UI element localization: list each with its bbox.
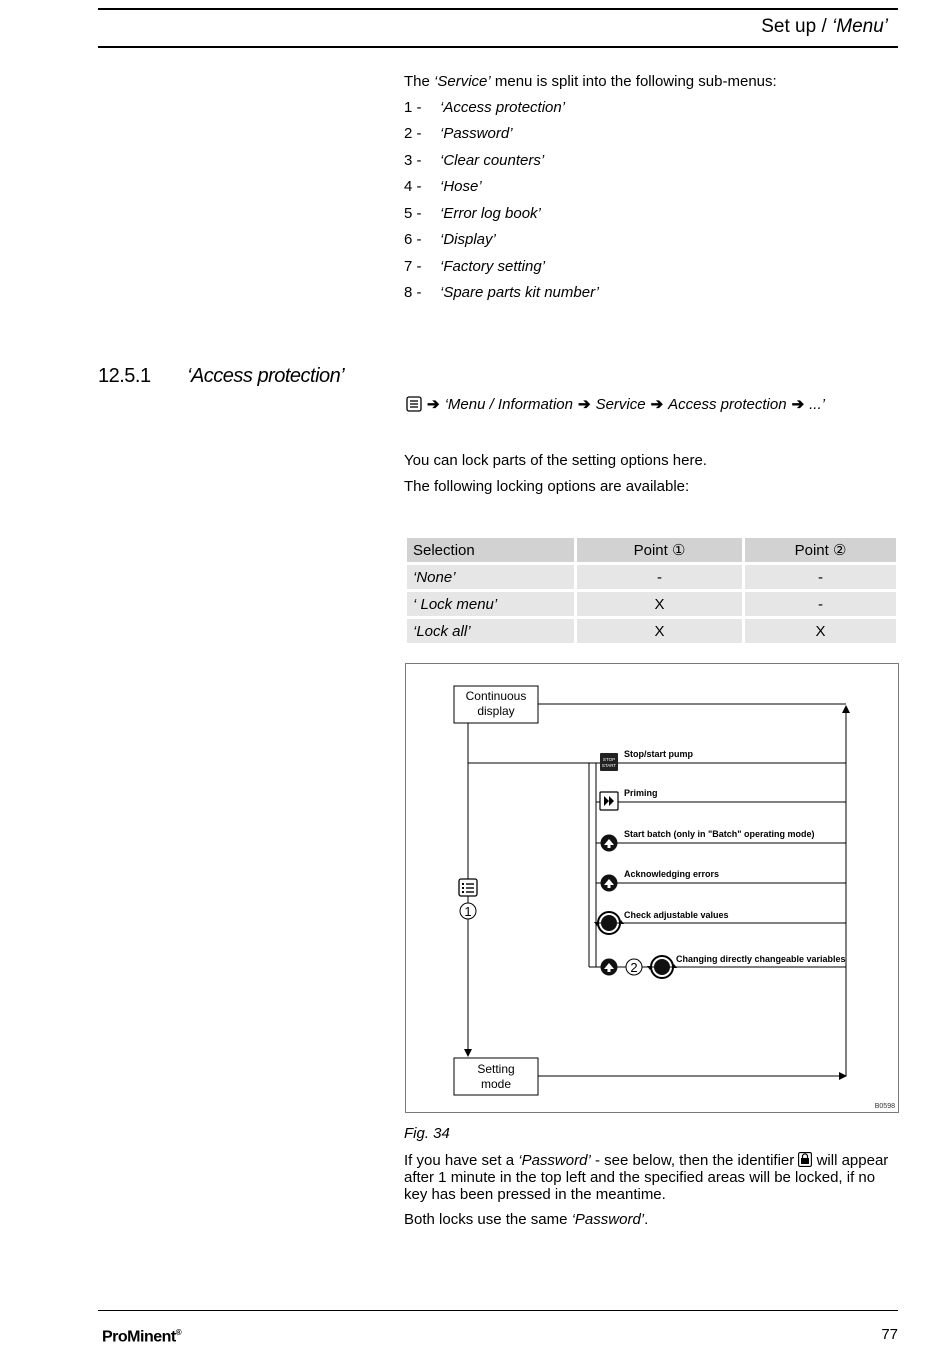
point-2-marker	[626, 959, 642, 975]
intro-text: The ‘Service’ menu is split into the following sub-menus:	[404, 73, 777, 90]
figure-34	[405, 663, 899, 1113]
table-header-row	[407, 538, 896, 562]
section-number: 12.5.1	[98, 365, 151, 387]
table-cell: ‘Lock all’	[407, 619, 574, 643]
up-arrow-button-icon	[601, 959, 618, 976]
menu-path-item: ...’	[809, 395, 825, 413]
list-item: 8 - ‘Spare parts kit number’	[404, 284, 599, 301]
option-label: Stop/start pump	[624, 749, 693, 759]
list-item: 2 - ‘Password’	[404, 125, 513, 142]
table-row	[407, 619, 896, 643]
rotary-knob-icon	[594, 912, 624, 934]
svg-text:1: 1	[464, 904, 472, 919]
priming-icon	[600, 792, 618, 810]
header-rule	[98, 46, 898, 48]
option-label: Acknowledging errors	[624, 869, 720, 879]
table-cell: X	[577, 592, 742, 616]
option-label: Changing directly changeable variables	[676, 954, 846, 964]
menu-list-icon	[406, 396, 422, 412]
rotary-knob-icon	[647, 956, 677, 978]
menu-path-item: ‘Menu / Information	[444, 395, 573, 413]
continuous-display-label: Continuous	[465, 689, 527, 703]
list-item: 6 - ‘Display’	[404, 231, 496, 248]
up-arrow-button-icon	[601, 835, 618, 852]
table-cell: ‘None’	[407, 565, 574, 589]
table-row	[407, 565, 896, 589]
table-row	[407, 592, 896, 616]
table-cell: -	[745, 592, 896, 616]
list-item: 3 - ‘Clear counters’	[404, 152, 545, 169]
text-locking-options: The following locking options are available:	[404, 478, 690, 495]
table-header-cell: Point ①	[577, 538, 742, 562]
section-title: ‘Access protection’	[187, 365, 345, 387]
prominent-logo: ProMinent®	[102, 1328, 182, 1346]
access-protection-diagram	[406, 664, 898, 1112]
footer-rule	[98, 1310, 898, 1311]
stop-start-icon	[600, 753, 618, 771]
locking-options-table	[404, 535, 899, 646]
option-label: Priming	[624, 788, 658, 798]
figure-caption: Fig. 34	[404, 1125, 450, 1142]
table-cell: -	[745, 565, 896, 589]
menu-path	[406, 395, 825, 413]
list-item: 4 - ‘Hose’	[404, 178, 482, 195]
menu-list-icon	[459, 879, 477, 896]
table-cell: X	[745, 619, 896, 643]
page-header-title: Set up / ‘Menu’	[761, 16, 888, 37]
svg-text:STOP: STOP	[602, 757, 616, 762]
paragraph-both-locks: Both locks use the same ‘Password’.	[404, 1211, 649, 1228]
page-number: 77	[881, 1326, 898, 1343]
table-cell: X	[577, 619, 742, 643]
table-cell: -	[577, 565, 742, 589]
option-label: Start batch (only in "Batch" operating mode)	[624, 829, 815, 839]
svg-text:2: 2	[630, 960, 638, 975]
point-1-marker	[460, 903, 476, 919]
table-cell: ‘ Lock menu’	[407, 592, 574, 616]
arrow-icon: ➔	[427, 396, 440, 413]
arrow-icon: ➔	[650, 396, 664, 413]
list-item: 7 - ‘Factory setting’	[404, 258, 546, 275]
lock-identifier-icon	[798, 1152, 812, 1167]
list-item: 5 - ‘Error log book’	[404, 205, 541, 222]
arrow-icon: ➔	[791, 396, 805, 413]
menu-path-item: Access protection	[668, 395, 787, 413]
paragraph-password-lock: If you have set a ‘Password’ - see below, then the identifier will appear after 1 minute in the top left and the specified areas will be locked, if no key has been pressed in the meantime.	[404, 1152, 889, 1203]
menu-path-item: Service	[595, 395, 646, 413]
table-header-cell: Point ②	[745, 538, 896, 562]
setting-mode-label: Setting	[477, 1062, 515, 1076]
list-item: 1 - ‘Access protection’	[404, 99, 566, 116]
up-arrow-button-icon	[601, 875, 618, 892]
text-lock-parts: You can lock parts of the setting options here.	[404, 452, 707, 469]
option-label: Check adjustable values	[624, 910, 729, 920]
arrow-icon: ➔	[577, 396, 591, 413]
figure-code: B0598	[874, 1103, 895, 1110]
setting-mode-label: mode	[480, 1077, 512, 1091]
continuous-display-label: display	[477, 704, 515, 718]
top-rule	[98, 8, 898, 10]
svg-text:START: START	[601, 763, 617, 768]
table-header-cell: Selection	[407, 538, 574, 562]
